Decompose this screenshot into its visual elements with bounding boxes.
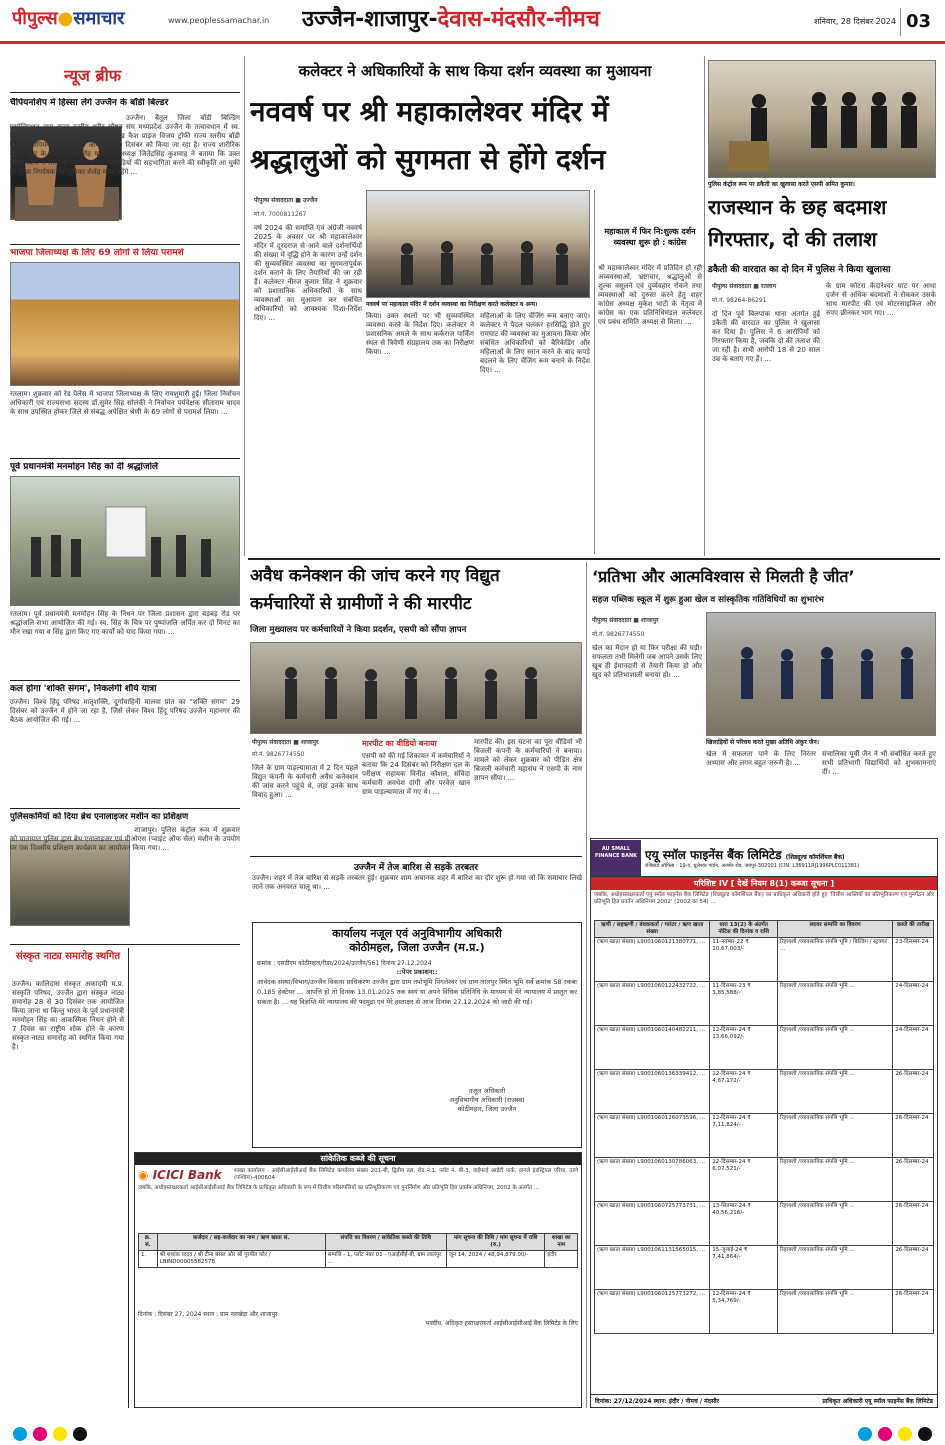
au-title-text: एयू स्मॉल फाइनेंस बैंक लिमिटेड: [645, 848, 782, 862]
bodybuilding-text: उज्जैन। बैतूल जिला बॉडी बिल्डिंग एसोसिएशन द्वारा राज्य स्तरीय शरीर सौष्ठव संघ मध्यप्रदेश उज्जैन के तत्वावधान में स्व. विजयकुमार खंडेलवाल की स्मृति में 2 लाख कैश प्राइज विजय ट्रॉफी राज्य स्तरीय बॉडी बिल्डिंग चैंपियनशिप का भव्य आयोजन 29 दिसंबर को किया जा रहा है। राज्य शारीरिक सौष्ठव संघ के चेयरमैन प्रेमसिंह यादव व अध्यक्ष जितेंद्रसिंह कुशवाह ने बताया कि उक्त चैंपियनशिप में राज्य के लगभग 190 खिलाड़ियों की सहभागिता करने की स्वीकृति आ चुकी है। मुख्य निर्णायक की भूमिका शैलेंद्र व्यास रहेंगे ...: [10, 114, 240, 176]
icici-th-demand: मांग सूचना की तिथि / मांग सूचना में राशि (रु.): [446, 1234, 545, 1251]
sanskrit-headline: संस्कृत नाट्य समारोह स्थगित: [15, 951, 121, 962]
nazul-case-line: क्रमांक : एसडीएम कोठीमहल/रीडर/2024/उज्जैन/561 दिनांक 27.12.2024: [257, 960, 432, 967]
au-cell: 12-दिसम्बर-24 ₹ 13,66,092/-: [710, 1026, 778, 1070]
edition-title-black: उज्जैन-शाजापुर-: [302, 7, 438, 32]
table-row: [595, 982, 934, 1026]
icici-cell: जून 14, 2024 / 48,94,879.00/-: [446, 1251, 545, 1268]
au-th-notice: धारा 13(2) के अंतर्गत नोटिस की दिनांक व राशि: [710, 921, 778, 938]
au-bank-notice: [590, 838, 938, 1408]
icici-th-branch: शाखा का नाम: [545, 1234, 578, 1251]
icici-th-property: संपत्ति का विवरण / सांकेतिक कब्जे की तिथि: [325, 1234, 446, 1251]
electricity-protest-photo: [250, 642, 582, 734]
logo-left: पीपुल्स: [12, 8, 58, 29]
arrest-photo-caption: पुलिस कंट्रोल रूम पर डकैती का खुलासा करते एसपी अमित कुमार।: [708, 181, 855, 188]
nazul-sub: ::पेपर प्रकाशन::: [396, 968, 438, 976]
au-th-property: स्थावर सम्पत्ति का विवरण: [778, 921, 893, 938]
au-cell: 11-नवम्बर-22 ₹ 10,67,003/-: [710, 938, 778, 982]
pratibha-text-1: खेल का मैदान हो या फिर परीक्षा की घड़ी। सफलता तभी मिलेगी जब आपने उसके लिए खूब ही ईमानदारी से तैयारी किया हो और खुद को प्रतिभाशाली बनाया हो। ...: [592, 644, 702, 679]
au-cell: 24-दिसम्बर-24: [893, 982, 934, 1026]
au-title-tag: (शिड्यूल्ड कॉमर्शियल बैंक): [785, 854, 845, 861]
nazul-sign-3: कोठीमहल, जिला उज्जैन: [457, 1105, 517, 1113]
pratibha-byline: पीपुल्स संवाददाता ■ शाजापुर: [592, 617, 659, 624]
bjp-headline: भाजपा जिलाध्यक्ष के लिए 69 लोगों से लिया परामर्श: [10, 248, 184, 258]
pratibha-text-2: खेल में सफलता पाने के लिए निरंतर अभ्यास और लगन बहुत जरूरी है। ...: [706, 750, 816, 767]
pratibha-text-3: संचालिका पूर्वी जैन ने भी संबोधित करते हुए सभी प्रतिभागी विद्यार्थियों को शुभकामनाएं दीं। ...: [822, 750, 936, 776]
police-training-headline: पुलिसकर्मियों को दिया ब्रेथ एनालाइजर मशीन का प्रशिक्षण: [10, 812, 189, 822]
arrest-photo: [708, 60, 936, 178]
icici-cell: इंदौर: [545, 1251, 578, 1268]
lead-photo-caption: नववर्ष पर महाकाल मंदिर में दर्शन व्यवस्था का निरीक्षण करते कलेक्टर व अन्य।: [366, 301, 538, 308]
rajasthan-subhead: डकैती की वारदात का दो दिन में पुलिस ने किया खुलासा: [708, 265, 891, 275]
au-footer: [591, 1394, 937, 1407]
rajasthan-text-2: के ग्राम कोटरा केदारेश्वर घाट पर आधा दर्जन से अधिक बदमाशों ने रोककर उसके साथ मारपीट की एवं मोटरसाइकिल और रुपए छीनकर भाग गए। ...: [826, 282, 936, 317]
lead-headline-1: नववर्ष पर श्री महाकालेश्वर मंदिर में: [250, 95, 609, 128]
au-cell: 23-दिसम्बर-24: [893, 938, 934, 982]
au-th-borrower: ऋणी / सहऋणी / बंधककर्ता / गारंटर / ऋण खाता संख्या: [595, 921, 710, 938]
icici-cell: श्री शशांक यादव / श्री टीना बंसल और श्री गुरमीत कौर / LBIND00005582578: [157, 1251, 325, 1268]
logo-right: समाचार: [73, 8, 125, 29]
bjp-meeting-photo: [10, 262, 240, 386]
au-cell: रिहायशी /व्यावसायिक संपत्ति भूमि / बिल्डिंग / स्ट्रक्चर ...: [778, 938, 893, 982]
lead-mobile: मो.नं. 7000811267: [254, 211, 307, 218]
mahakal-inspection-photo: [366, 190, 590, 298]
nazul-title-1: कार्यालय नजूल एवं अनुविभागीय अधिकारी: [332, 927, 502, 940]
au-cell: (ऋण खाता संख्या) L9001060122432722, ...: [595, 982, 710, 1026]
table-row: [595, 1158, 934, 1202]
au-cell: 12-दिसम्बर-24 ₹ 4,67,172/-: [710, 1070, 778, 1114]
congress-headline: महाकाल में फिर नि:शुल्क दर्शन व्यवस्था शुरू हो : कांग्रेस: [604, 227, 696, 247]
nazul-sign-2: अनुविभागीय अधिकारी (राजस्व): [449, 1096, 525, 1104]
page-number: 03: [900, 8, 936, 36]
rajasthan-byline: पीपुल्स संवाददाता ■ रतलाम: [712, 283, 777, 290]
nazul-text: आवेदक संस्था/विभाग/उज्जैन विकास प्राधिकरण उज्जैन द्वारा ग्राम तपोभूमि पिंगलेश्वर एवं ग्राम लालपुर स्थित भूमि सर्वे क्रमांक 58 रकबा 0.185 हेक्टेयर ... आपत्ति हो तो दिनांक 13.01.2025 तक स्वयं या अपने विधिक प्रतिनिधि के माध्यम से मेरे न्यायालय में प्रस्तुत कर सकता है। ... यह विज्ञप्ति मेरे न्यायालय की पदमुद्रा एवं मेरे हस्ताक्षर से आज दिनांक 27.12.2024 को जारी की गई।: [257, 978, 577, 1006]
au-cell: (ऋण खाता संख्या) L9001060136339412, ...: [595, 1070, 710, 1114]
electricity-mobile: मो.नं. 9826774550: [252, 751, 305, 758]
au-cell: 26-दिसम्बर-24: [893, 1202, 934, 1246]
au-cell: रिहायशी /व्यावसायिक संपत्ति भूमि ...: [778, 1246, 893, 1290]
sanskrit-text: उज्जैन। कालिदास संस्कृत अकादमी म.प्र. संस्कृति परिषद, उज्जैन द्वारा संस्कृत नाट्य समारोह 28 से 30 दिसंबर तक आयोजित किया जाना था किन्तु भारत के पूर्व प्रधानमंत्री मनमोहन सिंह का आकस्मिक निधन होने से 7 दिवस का राष्ट्रीय शोक होने के कारण संस्कृत नाट्य समारोह को स्थगित किया गया है।: [12, 980, 124, 1051]
au-cell: (ऋण खाता संख्या) L9001060725773731, ...: [595, 1202, 710, 1246]
table-row: [595, 938, 934, 982]
news-brief-label: न्यूज ब्रीफ: [64, 66, 122, 85]
manmohan-text: रतलाम। पूर्व प्रधानमंत्री मनमोहन सिंह के निधन पर जिला प्रशासन द्वारा बड़बड़ रोड पर श्रद्धांजलि सभा आयोजित की गई। स्व. सिंह के चित्र पर पुष्पांजलि अर्पित कर दो मिनट का मौन रखा गया व सिंह द्वारा किए गए कार्यों को याद किया गया। ...: [10, 610, 240, 636]
electricity-subhead: जिला मुख्यालय पर कर्मचारियों ने किया प्रदर्शन, एसपी को सौंपा ज्ञापन: [250, 625, 467, 635]
au-cell: रिहायशी /व्यावसायिक संपत्ति भूमि ...: [778, 1202, 893, 1246]
storm-text: उज्जैन। शहर में तेज बारिश से सड़कें तरबतर हुई। शुक्रवार शाम अचानक शहर में बारिश का दौर शुरू हो गया जो कि समाचार लिखे जाने तक अनवरत चालू था। ...: [252, 874, 582, 891]
lead-text-2: किया। उक्त स्थलों पर भी सुव्यवस्थित व्यवस्था करने के निर्देश दिए। कलेक्टर ने प्रशासनिक अमले के साथ कर्कराज पार्किंग स्थल से त्रिवेणी संग्रहालय तक का निरीक्षण किया। ...: [366, 312, 474, 356]
au-appendix: परिशिष्ट IV [ देखें नियम 8(1) कब्जा सूचना ]: [591, 877, 937, 890]
table-row: [595, 1070, 934, 1114]
icici-branch: शाखा कार्यालय : आईसीआईसीआई बैंक लिमिटेड कार्यालय संख्या 201-बी, द्वितीय तल, रोड नं.1, प्लॉट नं. बी-3, वाईफाई आईटी पार्क, वागले इंडस्ट्रियल एरिया, ठाणे (पश्चिम)-400604: [234, 1168, 578, 1181]
electricity-text-2: एसपी को की गई शिकायत में कर्मचारियों ने बताया कि 24 दिसंबर को निरीक्षण दल के परीक्षण सहायक विनीत कौशल, संविदा कर्मचारी अवधेश दांगी और परवेज खान ग्राम पाड़ल्यामाता में गए थे। ...: [362, 752, 470, 796]
edition-title-red: देवास-मंदसौर-नीमच: [437, 7, 600, 32]
rajasthan-headline-2: गिरफ्तार, दो की तलाश: [708, 227, 877, 251]
electricity-inset-headline: मारपीट का वीडियो बनाया: [362, 739, 437, 748]
icici-logo-icon: ◉: [138, 1168, 149, 1182]
logo-dot-icon: ●: [57, 8, 74, 29]
masthead: [0, 0, 945, 44]
lead-text-3: महिलाओं के लिए चेंजिंग रूम बनाए जाएं। कलेक्टर ने पैदल चलकर हरसिद्धि होते हुए रामघाट की व्यवस्था का मुआयना किया और संबंधित अधिकारियों को बैरिकेडिंग और महिलाओं के लिए स्नान करने के बाद कपड़े बदलने के लिए चेंजिंग रूम बनाने के निर्देश दिए। ...: [480, 312, 590, 374]
icici-cell: सम्पत्ति - 1, प्लॉट नंबर 01 - एआईसीई-बी, ग्राम लालपुर ...: [325, 1251, 446, 1268]
icici-th-sno: क्र. सं.: [139, 1234, 158, 1251]
au-cell: 15-जुलाई-24 ₹ 7,41,864/-: [710, 1246, 778, 1290]
au-th-date: कब्जे की तारीख: [893, 921, 934, 938]
tribute-photo: [10, 476, 240, 606]
icici-footer: दिनांक : दिसंबर 27, 2024 स्थान : ग्राम नलखेड़ा और शाजापुर: [138, 1311, 278, 1318]
icici-text: जबकि, अधोहस्ताक्षरकर्ता आईसीआईसीआई बैंक लिमिटेड के प्राधिकृत अधिकारी के रूप में वित्तीय परिसंपत्तियों का प्रतिभूतिकरण एवं पुनर्निर्माण और प्रतिभूति हित प्रवर्तन अधिनियम, 2002 के अंतर्गत ...: [138, 1185, 539, 1191]
rajasthan-text-1: दो दिन पूर्व बिलपांक थाना अंतर्गत हुई डकैती की वारदात का पुलिस ने खुलासा कर दिया है। पुलिस ने 6 आरोपियों को गिरफ्तार किया है, जबकि दो की तलाश की जा रही है। सभी आरोपी 18 से 20 साल उम्र के बताए गए हैं। ...: [712, 310, 820, 363]
table-row: [595, 1026, 934, 1070]
electricity-headline-1: अवैध कनेक्शन की जांच करने गए विद्युत: [250, 566, 500, 586]
au-cell: 26-दिसम्बर-24: [893, 1246, 934, 1290]
au-title: [645, 846, 937, 863]
rajasthan-headline-1: राजस्थान के छह बदमाश: [708, 195, 887, 219]
au-cell: रिहायशी /व्यावसायिक संपत्ति भूमि ...: [778, 1290, 893, 1334]
icici-bank-name: ICICI Bank: [152, 1168, 222, 1182]
au-footer-left: दिनांक: 27/12/2024 स्थान: इंदौर / नीमच / मंदसौर: [595, 1398, 720, 1405]
icici-table: [138, 1233, 578, 1268]
pratibha-mobile: मो.नं. 9826774550: [592, 631, 645, 638]
au-cell: 12-दिसम्बर-24 ₹ 5,34,769/-: [710, 1290, 778, 1334]
au-cell: 11-दिसम्बर-23 ₹ 3,85,588/-: [710, 982, 778, 1026]
lead-kicker: कलेक्टर ने अधिकारियों के साथ किया दर्शन व्यवस्था का मुआयना: [298, 62, 652, 80]
bjp-text: रतलाम। शुक्रवार को रेड पैलेस में भाजपा जिलाध्यक्ष के लिए रायशुमारी हुई। जिला निर्वाचन अधिकारी एवं राज्यसभा सदस्य डॉ.सुमेर सिंह सोलंकी ने निर्वाचन पर्यवेक्षक सीताराम यादव के साथ उपस्थित होकर जिले से संबद्ध अपेक्षित श्रेणी के 69 लोगों से परामर्श लिया। ...: [10, 390, 240, 416]
logo: [12, 6, 162, 32]
storm-headline: उज्जैन में तेज बारिश से सड़कें तरबतर: [353, 863, 478, 873]
au-logo: AU SMALL FINANCE BANK: [591, 840, 641, 876]
au-cell: 24-दिसम्बर-24: [893, 1026, 934, 1070]
rajasthan-mobile: मो.नं. 98264-86291: [712, 297, 767, 304]
au-cell: 13-सितम्बर-24 ₹ 40,56,216/-: [710, 1202, 778, 1246]
edition-title: [302, 4, 742, 38]
au-cell: (ऋण खाता संख्या) L9001060121380771, ...: [595, 938, 710, 982]
electricity-text-3: मारपीट की। इस घटना का पूरा वीडियो भी बिजली कंपनी के कर्मचारियों ने बनाया। मामले को लेकर शुक्रवार को पीड़ित क्षेत्र बिजली कर्मचारी महासंघ ने एसपी के नाम ज्ञापन सौंपा। ...: [474, 738, 582, 782]
au-table: [594, 920, 934, 1334]
shourya-headline: कल होगा 'शक्ति संगम', निकलेगी शौर्य यात्रा: [10, 684, 157, 694]
icici-notice: [134, 1152, 582, 1408]
table-row: [595, 1246, 934, 1290]
pratibha-headline: ‘प्रतिभा और आत्मविश्वास से मिलती है जीत’: [592, 567, 855, 586]
icici-th-borrower: कर्जदार / सह-कर्जदार का नाम / ऋण खाता सं.: [157, 1234, 325, 1251]
table-row: [139, 1251, 578, 1268]
bodybuilding-headline: चैंपियनशिप में हिस्सा लेंगे उज्जैन के बॉडी बिल्डर: [10, 98, 169, 108]
au-cell: रिहायशी /व्यावसायिक संपत्ति भूमि ...: [778, 1070, 893, 1114]
au-footer-right: प्राधिकृत अधिकारी एयू स्मॉल फाइनेंस बैंक लिमिटेड: [822, 1398, 933, 1405]
school-sports-photo: [706, 612, 936, 736]
pratibha-photo-caption: खिलाड़ियों से परिचय करते मुख्य अतिथि अंकुर जैन।: [706, 739, 819, 746]
electricity-headline-2: कर्मचारियों से ग्रामीणों ने की मारपीट: [250, 594, 472, 614]
nazul-notice: [252, 922, 582, 1148]
au-office: रजिस्टर्ड ऑफिस : 19-ए, धूलेश्वर गार्डन, अजमेर रोड, जयपुर-302001 (CIN: L36911RJ1996PLC011381): [645, 863, 860, 869]
electricity-byline: पीपुल्स संवाददाता ■ शाजापुर: [252, 739, 319, 746]
au-intro: जबकि, अधोहस्ताक्षरकर्ता एयू स्मॉल फाइनेंस बैंक लिमिटेड (शिड्यूल्ड कॉमर्शियल बैंक) का प्राधिकृत अधिकारी होते हुए 'वित्तीय आस्तियों का प्रतिभूतिकरण एवं पुनर्गठन और प्रतिभूति हित प्रवर्तन अधिनियम 2002' (2002 का 54) ...: [594, 892, 934, 905]
pratibha-subhead: सहज पब्लिक स्कूल में शुरू हुआ खेल व सांस्कृतिक गतिविधियों का शुभारंभ: [592, 595, 824, 605]
au-cell: 26-दिसम्बर-24: [893, 1070, 934, 1114]
icici-sign: भवदीय, अधिकृत हस्ताक्षरकर्ता आईसीआईसीआई बैंक लिमिटेड के लिए: [425, 1320, 578, 1327]
au-cell: 26-दिसम्बर-24: [893, 1114, 934, 1158]
lead-headline-2: श्रद्धालुओं को सुगमता से होंगे दर्शन: [250, 143, 606, 176]
table-row: [595, 1114, 934, 1158]
nazul-title-2: कोठीमहल, जिला उज्जैन (म.प्र.): [349, 941, 485, 954]
au-cell: (ऋण खाता संख्या) L9001060125773272, ...: [595, 1290, 710, 1334]
website[interactable]: www.peoplessamachar.in: [168, 16, 270, 25]
au-cell: रिहायशी /व्यावसायिक संपत्ति भूमि ...: [778, 1026, 893, 1070]
congress-text: श्री महाकालेश्वर मंदिर में प्रतिदिन हो रही अव्यवस्थाओं, भ्रष्टाचार, श्रद्धालुओं से शुल्क वसूलने एवं दुर्व्यवहार रोकने तथा व्यवस्थाओं को दुरुस्त करने हेतु शहर कांग्रेस अध्यक्ष मुकेश भाटी के नेतृत्व में कांग्रेस का एक प्रतिनिधिमंडल कलेक्टर एवं प्रबंध समिति अध्यक्ष से मिला। ...: [598, 264, 702, 326]
icici-logo: [138, 1168, 234, 1182]
police-training-text: शाजापुर। पुलिस कंट्रोल रूम में शुक्रवार को यातायात पुलिस द्वारा ब्रेथ एनालाइजर एवं पीओएस (प्वाइंट ऑफ सेल) मशीन के उपयोग पर एक दिवसीय प्रशिक्षण कार्यक्रम का आयोजन किया गया। ...: [10, 826, 240, 852]
au-cell: 12-दिसम्बर-24 ₹ 6,07,521/-: [710, 1158, 778, 1202]
au-cell: (ऋण खाता संख्या) L9001060126073596, ...: [595, 1114, 710, 1158]
electricity-text-1: जिले के ग्राम पाड़ल्यामाता में 2 दिन पहले विद्युत कंपनी के कर्मचारी अवैध कनेक्शन की जांच करने पहुंचे थे, जहां उनके साथ विवाद हुआ। ...: [252, 764, 358, 799]
au-cell: (ऋण खाता संख्या) L9001060130786063, ...: [595, 1158, 710, 1202]
au-cell: (ऋण खाता संख्या) L9001060140482211, ...: [595, 1026, 710, 1070]
au-cell: 26-दिसम्बर-24: [893, 1290, 934, 1334]
manmohan-headline: पूर्व प्रधानमंत्री मनमोहन सिंह को दी श्रद्धांजलि: [10, 462, 158, 472]
icici-top-bar: सांकेतिक कब्जे की सूचना: [135, 1153, 581, 1165]
au-cell: 12-दिसम्बर-24 ₹ 7,11,824/-: [710, 1114, 778, 1158]
au-cell: रिहायशी /व्यावसायिक संपत्ति भूमि ...: [778, 1114, 893, 1158]
au-cell: 26-दिसम्बर-24: [893, 1158, 934, 1202]
table-row: [595, 1290, 934, 1334]
au-cell: (ऋण खाता संख्या) L9001061131565015, ...: [595, 1246, 710, 1290]
table-row: [595, 1202, 934, 1246]
registration-strip: [0, 1424, 945, 1445]
shourya-text: उज्जैन। विश्व हिंदू परिषद मातृशक्ति, दुर्गावाहिनी मालवा प्रांत का "शक्ति संगम" 29 दिसंबर को उज्जैन में होने जा रहा है, जिसे लेकर विश्व हिंदू परिषद उज्जैन महानगर की बैठक आयोजित की गई। ...: [10, 698, 240, 724]
issue-date: शनिवार, 28 दिसंबर 2024: [813, 17, 896, 26]
lead-byline: पीपुल्स संवाददाता ■ उज्जैन: [254, 197, 318, 204]
icici-cell: 1.: [139, 1251, 158, 1268]
au-cell: रिहायशी /व्यावसायिक संपत्ति भूमि ...: [778, 1158, 893, 1202]
lead-text-1: वर्ष 2024 की समाप्ति एवं अंग्रेजी नववर्ष 2025 के अवसर पर श्री महाकालेश्वर मंदिर में दूरदराज से आने वाले दर्शनार्थियों की संख्या में वृद्धि होने के कारण उन्हें दर्शन की सुव्यवस्थित व्यवस्था का सुगमतापूर्वक दर्शन कराने के लिए तैयारियों की जा रही हैं। कलेक्टर नीरज कुमार सिंह ने शुक्रवार को प्रशासनिक अधिकारियों के साथ व्यवस्थाओं का मुआयना कर संबंधित अधिकारियों को आवश्यक दिशा-निर्देश दिए। ...: [254, 224, 362, 322]
nazul-sign-1: नजूल अधिकारी: [468, 1087, 506, 1095]
au-cell: रिहायशी /व्यावसायिक संपत्ति भूमि ...: [778, 982, 893, 1026]
